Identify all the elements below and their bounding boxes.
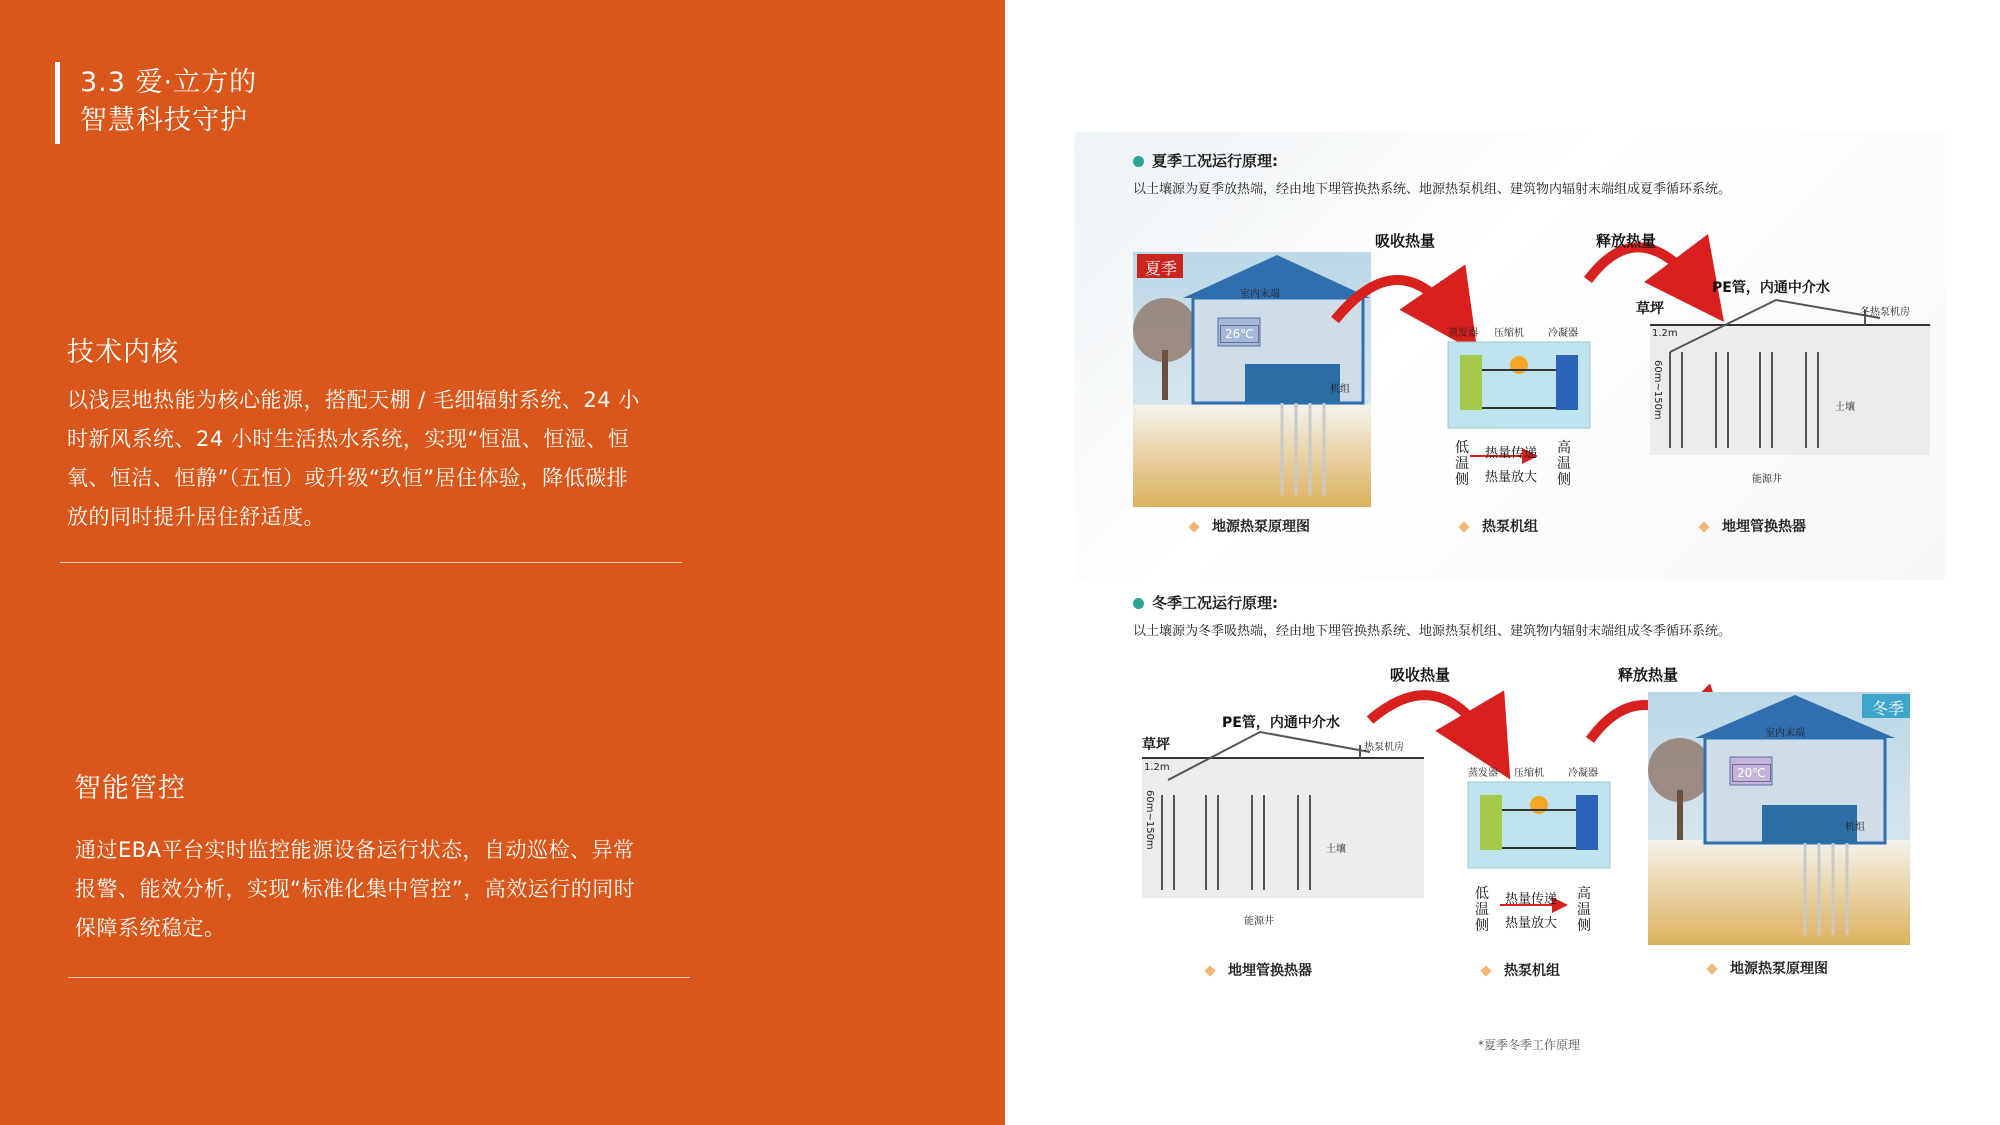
summer-soil-label: 土壤: [1835, 402, 1855, 413]
body-line: 保障系统稳定。: [75, 916, 226, 940]
winter-temp: 20℃: [1732, 764, 1771, 782]
summer-absorb-label: 吸收热量: [1375, 232, 1436, 250]
summer-principle-desc: 以土壤源为夏季放热端，经由地下埋管换热系统、地源热泵机组、建筑物内辐射末端组成夏季循环系统。: [1133, 182, 1732, 197]
winter-cond-label: 冷凝器: [1568, 768, 1598, 779]
summer-caption-3: [1700, 516, 1806, 536]
summer-comp-label: 压缩机: [1494, 328, 1524, 339]
winter-pe-label: PE管，内通中介水: [1222, 715, 1340, 731]
summer-indoor-label: 室内末端: [1240, 289, 1280, 300]
body-line: 报警、能效分析，实现“标准化集中管控”，高效运行的同时: [75, 877, 636, 901]
section-heading-control: 智能管控: [74, 773, 186, 804]
winter-evap-label: 蒸发器: [1468, 768, 1498, 779]
winter-low-temp-label: 低温侧: [1475, 886, 1489, 934]
summer-caption-2: [1460, 516, 1538, 536]
winter-amplify-label: 热量放大: [1505, 916, 1558, 931]
body-line: 通过EBA平台实时监控能源设备运行状态，自动巡检、异常: [75, 838, 635, 862]
winter-header-text: 冬季工况运行原理:: [1152, 594, 1278, 612]
teal-dot-icon: [1133, 598, 1144, 609]
summer-release-label: 释放热量: [1596, 232, 1657, 250]
winter-well-label: 能源井: [1244, 916, 1274, 927]
summer-principle-header: [1133, 150, 1278, 171]
diamond-icon: [1188, 521, 1199, 532]
winter-lawn-label: 草坪: [1142, 737, 1170, 753]
caption-text: 地埋管换热器: [1228, 963, 1312, 979]
winter-caption-2: [1482, 960, 1560, 980]
winter-soil-label: 土壤: [1326, 844, 1346, 855]
summer-depth2-label: 1.2m: [1652, 328, 1678, 339]
winter-principle-desc: 以土壤源为冬季吸热端，经由地下埋管换热系统、地源热泵机组、建筑物内辐射末端组成冬季循环系统。: [1133, 624, 1732, 639]
summer-high-temp-label: 高温侧: [1557, 440, 1571, 488]
body-line: 放的同时提升居住舒适度。: [67, 505, 325, 529]
diamond-icon: [1480, 965, 1491, 976]
footnote: *夏季冬季工作原理: [1478, 1038, 1581, 1052]
summer-low-temp-label: 低温侧: [1455, 440, 1469, 488]
winter-comp-label: 压缩机: [1514, 768, 1544, 779]
summer-lawn-label: 草坪: [1636, 301, 1664, 317]
summer-room-label: 冬热泵机房: [1860, 307, 1910, 318]
diamond-icon: [1204, 965, 1215, 976]
summer-ground-loop: [1650, 300, 1930, 455]
summer-unit-label: 机组: [1330, 384, 1350, 395]
page-title-line2: 智慧科技守护: [80, 105, 248, 136]
winter-depth-label: 60m~150m: [1144, 790, 1155, 850]
summer-season-badge: 夏季: [1145, 259, 1178, 278]
winter-depth2-label: 1.2m: [1144, 762, 1170, 773]
summer-evap-label: 蒸发器: [1448, 328, 1478, 339]
summer-amplify-label: 热量放大: [1485, 470, 1538, 485]
summer-house-scene: [1133, 252, 1455, 507]
caption-text: 地源热泵原理图: [1212, 519, 1310, 535]
winter-high-temp-label: 高温侧: [1577, 886, 1591, 934]
body-line: 时新风系统、24 小时生活热水系统，实现“恒温、恒湿、恒: [67, 427, 630, 451]
diamond-icon: [1706, 963, 1717, 974]
winter-caption-3: [1708, 958, 1828, 978]
winter-principle-header: [1133, 592, 1278, 613]
summer-depth-label: 60m~150m: [1652, 360, 1663, 420]
teal-dot-icon: [1133, 156, 1144, 167]
body-line: 以浅层地热能为核心能源，搭配天棚 / 毛细辐射系统、24 小: [67, 388, 640, 412]
summer-caption-1: [1190, 516, 1310, 536]
winter-transfer-label: 热量传递: [1505, 892, 1558, 907]
section-heading-core: 技术内核: [67, 337, 179, 368]
summer-well-label: 能源井: [1752, 474, 1782, 485]
winter-indoor-label: 室内末端: [1765, 728, 1805, 739]
winter-season-badge: 冬季: [1872, 699, 1905, 718]
winter-absorb-label: 吸收热量: [1390, 666, 1451, 684]
summer-transfer-label: 热量传递: [1485, 446, 1538, 461]
summer-pe-label: PE管，内通中介水: [1712, 280, 1830, 296]
diamond-icon: [1458, 521, 1469, 532]
winter-room-label: 热泵机房: [1364, 742, 1404, 753]
diamond-icon: [1698, 521, 1709, 532]
caption-text: 热泵机组: [1482, 519, 1538, 535]
summer-cond-label: 冷凝器: [1548, 328, 1578, 339]
winter-unit-label: 机组: [1845, 822, 1865, 833]
page-title-line1: 3.3 爱·立方的: [80, 67, 258, 98]
summer-header-text: 夏季工况运行原理:: [1152, 152, 1278, 170]
winter-release-label: 释放热量: [1618, 666, 1679, 684]
summer-temp: 26℃: [1220, 325, 1259, 343]
caption-text: 地埋管换热器: [1722, 519, 1806, 535]
caption-text: 地源热泵原理图: [1730, 961, 1828, 977]
caption-text: 热泵机组: [1504, 963, 1560, 979]
body-line: 氧、恒洁、恒静”（五恒）或升级“玖恒”居住体验，降低碳排: [67, 466, 629, 490]
winter-caption-1: [1206, 960, 1312, 980]
